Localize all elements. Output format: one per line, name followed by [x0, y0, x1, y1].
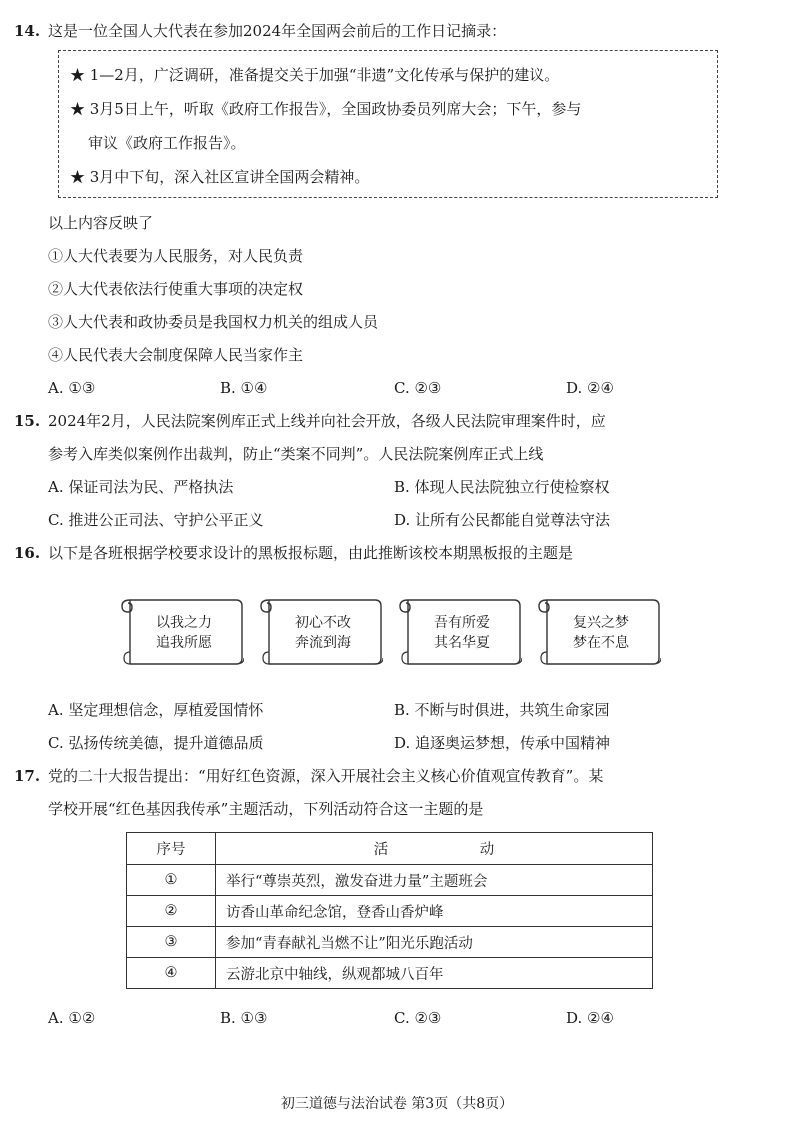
- table-cell-number: ①: [127, 865, 216, 896]
- table-cell-activity: 云游北京中轴线，纵观都城八百年: [216, 958, 653, 989]
- q14-item-1: ①人大代表要为人民服务，对人民负责: [48, 247, 304, 265]
- blackboard-title-scroll-3: [394, 594, 522, 666]
- q14-diary-line-4: ★ 3月中下旬，深入社区宣讲全国两会精神。: [70, 168, 370, 186]
- table-cell-activity: 举行“尊崇英烈，激发奋进力量”主题班会: [216, 865, 653, 896]
- page-footer: 初三道德与法治试卷 第3页（共8页）: [280, 1096, 514, 1112]
- table-row: [127, 896, 653, 927]
- q14-stem: 这是一位全国人大代表在参加2024年全国两会前后的工作日记摘录：: [48, 22, 507, 40]
- table-cell-number: ④: [127, 958, 216, 989]
- q17-option-b[interactable]: B. ①③: [220, 1009, 268, 1027]
- q17-stem-line-1: 党的二十大报告提出：“用好红色资源，深入开展社会主义核心价值观宣传教育”。某: [48, 767, 604, 785]
- activity-table: [126, 832, 653, 989]
- q17-option-c[interactable]: C. ②③: [394, 1009, 442, 1027]
- scroll-1-line-2: 追我所愿: [156, 635, 212, 651]
- q17-number: 17.: [14, 767, 41, 785]
- table-row: [127, 865, 653, 896]
- q15-option-b[interactable]: B. 体现人民法院独立行使检察权: [394, 478, 610, 496]
- blackboard-title-scroll-1: [116, 594, 244, 666]
- q14-lead: 以上内容反映了: [48, 214, 154, 232]
- q16-option-a[interactable]: A. 坚定理想信念，厚植爱国情怀: [48, 701, 264, 719]
- q14-diary-line-2: ★ 3月5日上午，听取《政府工作报告》，全国政协委员列席大会；下午，参与: [70, 100, 582, 118]
- table-cell-number: ③: [127, 927, 216, 958]
- q15-number: 15.: [14, 412, 41, 430]
- q15-option-a[interactable]: A. 保证司法为民、严格执法: [48, 478, 234, 496]
- table-header-activity: 活 动: [216, 833, 653, 865]
- scroll-2-line-2: 奔流到海: [295, 635, 351, 651]
- q14-item-3: ③人大代表和政协委员是我国权力机关的组成人员: [48, 313, 379, 331]
- table-row: [127, 958, 653, 989]
- q14-option-b[interactable]: B. ①④: [220, 379, 268, 397]
- q16-option-d[interactable]: D. 追逐奥运梦想，传承中国精神: [394, 734, 611, 752]
- q14-option-a[interactable]: A. ①③: [48, 379, 96, 397]
- table-header-number: 序号: [127, 833, 216, 865]
- table-cell-number: ②: [127, 896, 216, 927]
- q15-stem-line-2: 参考入库类似案例作出裁判，防止“类案不同判”。人民法院案例库正式上线: [48, 445, 544, 463]
- q14-number: 14.: [14, 22, 41, 40]
- q17-option-d[interactable]: D. ②④: [566, 1009, 614, 1027]
- blackboard-title-scroll-2: [255, 594, 383, 666]
- q16-number: 16.: [14, 544, 41, 562]
- scroll-3-line-2: 其名华夏: [434, 635, 490, 651]
- q16-stem: 以下是各班根据学校要求设计的黑板报标题，由此推断该校本期黑板报的主题是: [48, 544, 574, 562]
- scroll-1-line-1: 以我之力: [156, 615, 212, 631]
- q14-option-d[interactable]: D. ②④: [566, 379, 614, 397]
- q17-stem-line-2: 学校开展“红色基因我传承”主题活动，下列活动符合这一主题的是: [48, 800, 484, 818]
- q14-diary-line-3: 审议《政府工作报告》。: [88, 134, 246, 152]
- q17-option-a[interactable]: A. ①②: [48, 1009, 96, 1027]
- q15-stem-line-1: 2024年2月，人民法院案例库正式上线并向社会开放，各级人民法院审理案件时，应: [48, 412, 606, 430]
- table-cell-activity: 参加“青春献礼当燃不让”阳光乐跑活动: [216, 927, 653, 958]
- scroll-4-line-2: 梦在不息: [573, 635, 629, 651]
- q15-option-c[interactable]: C. 推进公正司法、守护公平正义: [48, 511, 264, 529]
- q14-diary-line-1: ★ 1—2月，广泛调研，准备提交关于加强“非遗”文化传承与保护的建议。: [70, 66, 560, 84]
- q15-option-d[interactable]: D. 让所有公民都能自觉尊法守法: [394, 511, 611, 529]
- scroll-4-line-1: 复兴之梦: [573, 615, 629, 631]
- table-cell-activity: 访香山革命纪念馆，登香山香炉峰: [216, 896, 653, 927]
- table-row: [127, 927, 653, 958]
- q14-item-4: ④人民代表大会制度保障人民当家作主: [48, 346, 304, 364]
- blackboard-title-scroll-4: [533, 594, 661, 666]
- scroll-2-line-1: 初心不改: [295, 615, 351, 631]
- q16-option-c[interactable]: C. 弘扬传统美德，提升道德品质: [48, 734, 264, 752]
- q14-item-2: ②人大代表依法行使重大事项的决定权: [48, 280, 304, 298]
- q14-option-c[interactable]: C. ②③: [394, 379, 442, 397]
- q16-option-b[interactable]: B. 不断与时俱进，共筑生命家园: [394, 701, 610, 719]
- scroll-3-line-1: 吾有所爱: [434, 615, 490, 631]
- table-header-row: [127, 833, 653, 865]
